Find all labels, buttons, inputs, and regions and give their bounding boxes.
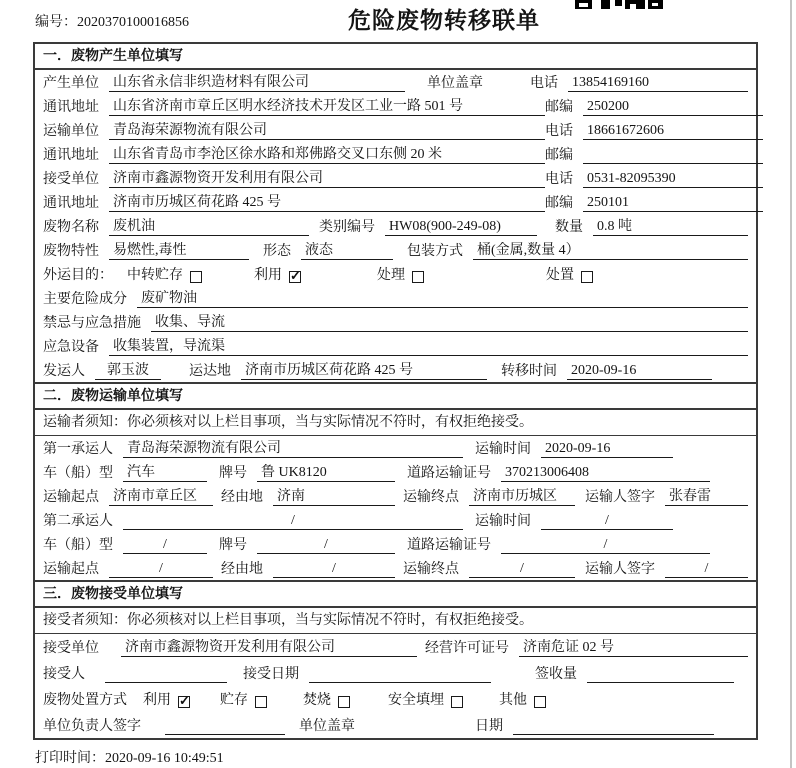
purpose-option-dispose bbox=[546, 267, 593, 284]
pack-label: 包装方式 bbox=[407, 244, 463, 259]
end1-label: 运输终点 bbox=[403, 490, 459, 505]
transfer-time-label: 转移时间 bbox=[501, 364, 557, 379]
carrier1-field: 青岛海荣源物流有限公司 bbox=[123, 440, 463, 458]
measure-row bbox=[35, 310, 756, 334]
addr1-field: 山东省济南市章丘区明水经济技术开发区工业一路 501 号 bbox=[109, 98, 545, 116]
carrier1-row bbox=[35, 436, 756, 460]
time1-label: 运输时间 bbox=[475, 442, 531, 457]
head-sign-row bbox=[35, 712, 756, 738]
via2-field: / bbox=[273, 560, 395, 578]
zip3-field: 250101 bbox=[583, 194, 763, 212]
end1-field: 济南市历城区 bbox=[469, 488, 575, 506]
vehicle1-row bbox=[35, 460, 756, 484]
addr2-label: 通讯地址 bbox=[43, 148, 99, 163]
route1-row bbox=[35, 484, 756, 508]
vehicle2-row bbox=[35, 532, 756, 556]
purpose-treat-label: 处理 bbox=[377, 268, 405, 283]
date2-label: 日期 bbox=[475, 719, 503, 734]
head-sign-label: 单位负责人签字 bbox=[43, 719, 141, 734]
quantity-label: 数量 bbox=[555, 220, 583, 235]
license-field: 济南危证 02 号 bbox=[519, 639, 748, 657]
purpose-storage-checkbox bbox=[190, 271, 202, 283]
transporter-row bbox=[35, 118, 756, 142]
transporter-address-row bbox=[35, 142, 756, 166]
carrier2-field: / bbox=[123, 512, 463, 530]
receive-date-label: 接受日期 bbox=[243, 667, 299, 682]
sign1-field: 张春雷 bbox=[665, 488, 748, 506]
addr3-field: 济南市历城区荷花路 425 号 bbox=[109, 194, 545, 212]
permit1-label: 道路运输证号 bbox=[407, 466, 491, 481]
disposal-burn-label: 焚烧 bbox=[303, 693, 331, 708]
waste-name-row bbox=[35, 214, 756, 238]
disposal-option-use bbox=[143, 692, 190, 709]
zip3-label: 邮编 bbox=[545, 196, 573, 211]
carrier1-label: 第一承运人 bbox=[43, 442, 113, 457]
vehicle2-label: 车（船）型 bbox=[43, 538, 113, 553]
addr2-field: 山东省青岛市李沧区徐水路和郑佛路交叉口东侧 20 米 bbox=[109, 146, 545, 164]
producer-address-row bbox=[35, 94, 756, 118]
addr1-label: 通讯地址 bbox=[43, 100, 99, 115]
equip-label: 应急设备 bbox=[43, 340, 99, 355]
trait-field: 易燃性,毒性 bbox=[109, 242, 249, 260]
purpose-row bbox=[35, 262, 756, 286]
start2-label: 运输起点 bbox=[43, 562, 99, 577]
serial-value: 2020370100016856 bbox=[77, 15, 189, 30]
time1-field: 2020-09-16 bbox=[541, 440, 673, 458]
hazard-field: 废矿物油 bbox=[137, 290, 748, 308]
section-receiver bbox=[35, 580, 756, 738]
purpose-dispose-label: 处置 bbox=[546, 268, 574, 283]
disposal-landfill-label: 安全填埋 bbox=[388, 693, 444, 708]
quantity-field: 0.8 吨 bbox=[593, 218, 748, 236]
end2-label: 运输终点 bbox=[403, 562, 459, 577]
waste-name-field: 废机油 bbox=[109, 218, 309, 236]
category-field: HW08(900-249-08) bbox=[385, 218, 537, 236]
print-time-value: 2020-09-16 10:49:51 bbox=[105, 751, 224, 766]
equip-field: 收集装置，导流渠 bbox=[109, 338, 748, 356]
unit-seal-label: 单位盖章 bbox=[427, 76, 483, 91]
measure-field: 收集、导流 bbox=[151, 314, 748, 332]
unit-seal3-label: 单位盖章 bbox=[299, 719, 355, 734]
transport-field: 青岛海荣源物流有限公司 bbox=[109, 122, 545, 140]
disposal-landfill-checkbox bbox=[451, 696, 463, 708]
disposal-burn-checkbox bbox=[338, 696, 350, 708]
plate2-field: / bbox=[257, 536, 395, 554]
disposal-option-store bbox=[220, 692, 267, 709]
carrier2-row bbox=[35, 508, 756, 532]
section-transporter bbox=[35, 382, 756, 580]
hazard-label: 主要危险成分 bbox=[43, 292, 127, 307]
sign2-field: / bbox=[665, 560, 748, 578]
receive-field: 济南市鑫源物资开发利用有限公司 bbox=[109, 170, 545, 188]
permit1-field: 370213006408 bbox=[501, 464, 710, 482]
vehicle2-field: / bbox=[123, 536, 207, 554]
sign1-label: 运输人签字 bbox=[585, 490, 655, 505]
measure-label: 禁忌与应急措施 bbox=[43, 316, 141, 331]
section3-title: 三．废物接受单位填写 bbox=[35, 582, 756, 608]
producer-field: 山东省永信非织造材料有限公司 bbox=[109, 74, 405, 92]
disposal-use-label: 利用 bbox=[143, 693, 171, 708]
purpose-option-use bbox=[254, 267, 301, 284]
phone1-field: 13854169160 bbox=[568, 74, 748, 92]
waste-name-label: 废物名称 bbox=[43, 220, 99, 235]
vehicle1-field: 汽车 bbox=[123, 464, 207, 482]
purpose-option-treat bbox=[377, 267, 424, 284]
signed-amount-field bbox=[587, 666, 734, 683]
receive-label: 接受单位 bbox=[43, 172, 99, 187]
start1-field: 济南市章丘区 bbox=[109, 488, 213, 506]
serial-number-line bbox=[35, 11, 189, 31]
zip1-field: 250200 bbox=[583, 98, 763, 116]
sign2-label: 运输人签字 bbox=[585, 562, 655, 577]
dest-field: 济南市历城区荷花路 425 号 bbox=[241, 362, 487, 380]
phone3-field: 0531-82095390 bbox=[583, 170, 763, 188]
purpose-label: 外运目的： bbox=[43, 268, 113, 283]
disposal-option-other bbox=[499, 692, 546, 709]
transporter-notice: 运输者须知：你必须核对以上栏目事项，当与实际情况不符时，有权拒绝接受。 bbox=[35, 410, 756, 436]
phone3-label: 电话 bbox=[545, 172, 573, 187]
serial-label: 编号： bbox=[35, 15, 77, 30]
purpose-use-label: 利用 bbox=[254, 268, 282, 283]
disposal-store-label: 贮存 bbox=[220, 693, 248, 708]
receive-unit-field: 济南市鑫源物资开发利用有限公司 bbox=[121, 639, 417, 657]
section-producer bbox=[35, 44, 756, 382]
phone2-field: 18661672606 bbox=[583, 122, 763, 140]
carrier2-label: 第二承运人 bbox=[43, 514, 113, 529]
receive-unit-row bbox=[35, 634, 756, 660]
print-time-line bbox=[35, 747, 224, 767]
zip1-label: 邮编 bbox=[545, 100, 573, 115]
disposal-store-checkbox bbox=[255, 696, 267, 708]
dest-label: 运达地 bbox=[189, 364, 231, 379]
purpose-treat-checkbox bbox=[412, 271, 424, 283]
receive-person-label: 接受人 bbox=[43, 667, 85, 682]
phone2-label: 电话 bbox=[545, 124, 573, 139]
permit2-label: 道路运输证号 bbox=[407, 538, 491, 553]
receiver-address-row bbox=[35, 190, 756, 214]
trait-label: 废物特性 bbox=[43, 244, 99, 259]
category-label: 类别编号 bbox=[319, 220, 375, 235]
disposal-other-label: 其他 bbox=[499, 693, 527, 708]
addr3-label: 通讯地址 bbox=[43, 196, 99, 211]
plate1-field: 鲁 UK8120 bbox=[257, 464, 395, 482]
purpose-storage-label: 中转贮存 bbox=[127, 268, 183, 283]
plate1-label: 牌号 bbox=[219, 466, 247, 481]
waste-trait-row bbox=[35, 238, 756, 262]
disposal-other-checkbox bbox=[534, 696, 546, 708]
disposal-label: 废物处置方式 bbox=[43, 693, 127, 708]
time2-label: 运输时间 bbox=[475, 514, 531, 529]
time2-field: / bbox=[541, 512, 673, 530]
via1-field: 济南 bbox=[273, 488, 395, 506]
via2-label: 经由地 bbox=[221, 562, 263, 577]
receiver-notice: 接受者须知：你必须核对以上栏目事项，当与实际情况不符时，有权拒绝接受。 bbox=[35, 608, 756, 634]
page-title: 危险废物转移联单 bbox=[348, 8, 540, 34]
receive-person-field bbox=[105, 666, 227, 683]
start1-label: 运输起点 bbox=[43, 490, 99, 505]
signed-amount-label: 签收量 bbox=[535, 667, 577, 682]
plate2-label: 牌号 bbox=[219, 538, 247, 553]
purpose-use-checkbox bbox=[289, 271, 301, 283]
license-label: 经营许可证号 bbox=[425, 641, 509, 656]
phone1-label: 电话 bbox=[530, 76, 558, 91]
purpose-option-storage bbox=[127, 267, 202, 284]
form-label: 形态 bbox=[263, 244, 291, 259]
section2-title: 二．废物运输单位填写 bbox=[35, 384, 756, 410]
route2-row bbox=[35, 556, 756, 580]
purpose-dispose-checkbox bbox=[581, 271, 593, 283]
receive-person-row bbox=[35, 660, 756, 686]
end2-field: / bbox=[469, 560, 575, 578]
page-edge-line bbox=[790, 0, 792, 768]
permit2-field: / bbox=[501, 536, 710, 554]
disposal-option-burn bbox=[303, 692, 350, 709]
qr-code-fragment bbox=[575, 0, 665, 9]
producer-label: 产生单位 bbox=[43, 76, 99, 91]
disposal-option-landfill bbox=[388, 692, 463, 709]
print-time-label: 打印时间： bbox=[35, 751, 105, 766]
producer-row bbox=[35, 70, 756, 94]
head-sign-field bbox=[165, 718, 285, 735]
transfer-time-field: 2020-09-16 bbox=[567, 362, 712, 380]
date2-field bbox=[513, 718, 714, 735]
receive-unit-label: 接受单位 bbox=[43, 641, 99, 656]
hazard-row bbox=[35, 286, 756, 310]
zip2-field bbox=[583, 147, 763, 164]
receive-date-field bbox=[309, 666, 491, 683]
manifest-form bbox=[33, 42, 758, 740]
zip2-label: 邮编 bbox=[545, 148, 573, 163]
sender-row bbox=[35, 358, 756, 382]
disposal-use-checkbox bbox=[178, 696, 190, 708]
start2-field: / bbox=[109, 560, 213, 578]
vehicle1-label: 车（船）型 bbox=[43, 466, 113, 481]
sender-label: 发运人 bbox=[43, 364, 85, 379]
equipment-row bbox=[35, 334, 756, 358]
disposal-row bbox=[35, 686, 756, 712]
via1-label: 经由地 bbox=[221, 490, 263, 505]
receiver-row bbox=[35, 166, 756, 190]
sender-field: 郭玉波 bbox=[95, 362, 161, 380]
transport-label: 运输单位 bbox=[43, 124, 99, 139]
form-field: 液态 bbox=[301, 242, 393, 260]
pack-field: 桶(金属,数量 4） bbox=[473, 242, 748, 260]
section1-title: 一．废物产生单位填写 bbox=[35, 44, 756, 70]
